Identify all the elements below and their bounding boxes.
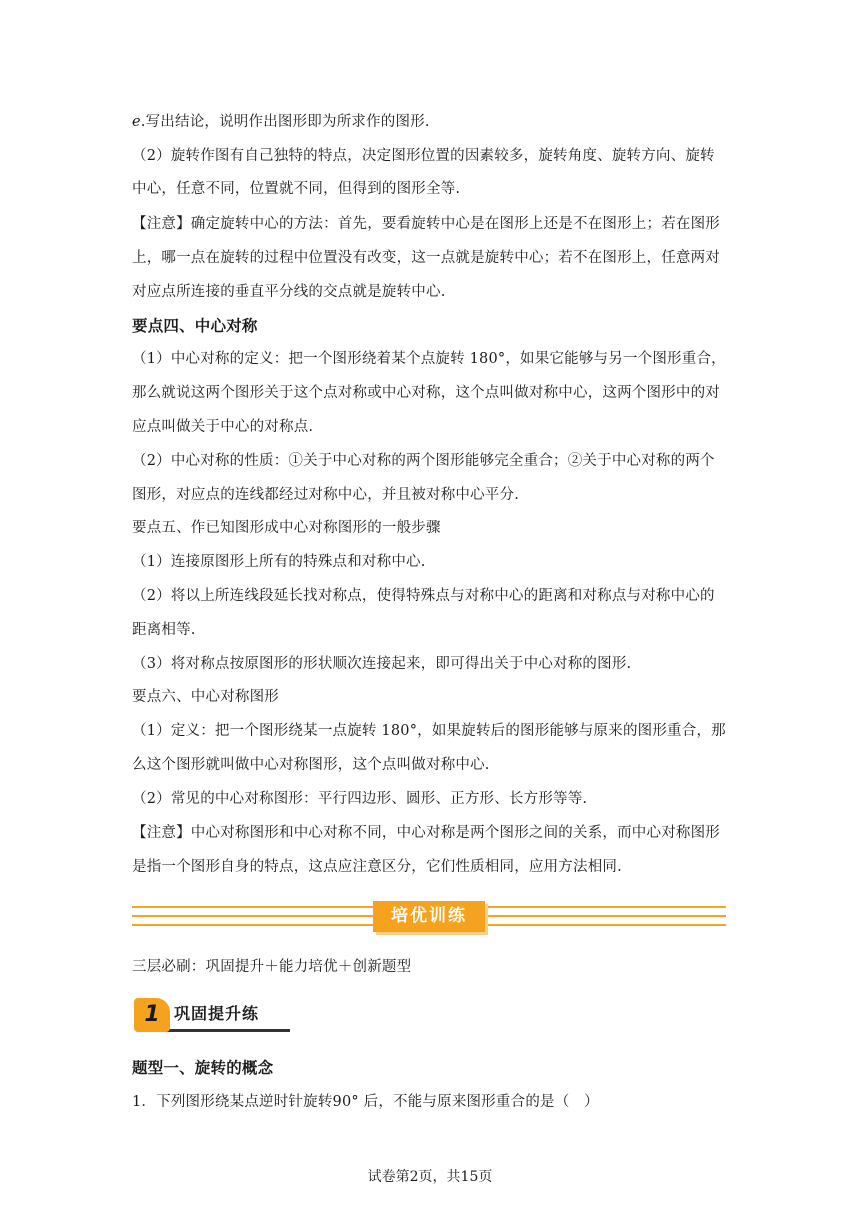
note-line: 【注意】确定旋转中心的方法：首先，要看旋转中心是在图形上还是不在图形上；若在图形 bbox=[132, 216, 720, 232]
note-line: 【注意】中心对称图形和中心对称不同，中心对称是两个图形之间的关系，而中心对称图形 bbox=[132, 825, 720, 841]
heading-point-four: 要点四、中心对称 bbox=[132, 317, 258, 335]
training-banner bbox=[132, 898, 726, 934]
text-line: 距离相等. bbox=[132, 622, 196, 638]
list-marker: e bbox=[132, 114, 141, 130]
text-line: （1）连接原图形上所有的特殊点和对称中心. bbox=[132, 554, 426, 570]
text-line: 对应点所连接的垂直平分线的交点就是旋转中心. bbox=[132, 284, 446, 300]
text-line: 上，哪一点在旋转的过程中位置没有改变，这一点就是旋转中心；若不在图形上，任意两对 bbox=[132, 250, 720, 266]
section-number: 1 bbox=[134, 998, 170, 1032]
heading-point-five: 要点五、作已知图形成中心对称图形的一般步骤 bbox=[132, 520, 441, 536]
text-line: （2）将以上所连线段延长找对称点，使得特殊点与对称中心的距离和对称点与对称中心的 bbox=[132, 588, 715, 604]
text-line: （1）定义：把一个图形绕某一点旋转 180°，如果旋转后的图形能够与原来的图形重合，那 bbox=[132, 723, 726, 739]
text-line: 是指一个图形自身的特点，这点应注意区分，它们性质相同，应用方法相同. bbox=[132, 859, 622, 875]
page-footer: 试卷第2页，共15页 bbox=[367, 1169, 493, 1185]
question-text: 1．下列图形绕某点逆时针旋转90° 后，不能与原来图形重合的是（ ） bbox=[132, 1094, 599, 1110]
text-line: （3）将对称点按原图形的形状顺次连接起来，即可得出关于中心对称的图形. bbox=[132, 656, 632, 672]
text-line: 应点叫做关于中心的对称点. bbox=[132, 419, 314, 435]
text-line: 中心，任意不同，位置就不同，但得到的图形全等. bbox=[132, 181, 461, 197]
text-line bbox=[132, 112, 732, 132]
text-line: 么这个图形就叫做中心对称图形，这个点叫做对称中心. bbox=[132, 757, 490, 773]
line-text: .写出结论，说明作出图形即为所求作的图形. bbox=[140, 114, 430, 130]
topic-heading: 题型一、旋转的概念 bbox=[132, 1059, 274, 1077]
banner-title: 培优训练 bbox=[373, 901, 485, 932]
text-line: （2）常见的中心对称图形：平行四边形、圆形、正方形、长方形等等. bbox=[132, 791, 588, 807]
text-line: （1）中心对称的定义：把一个图形绕着某个点旋转 180°，如果它能够与另一个图形重合， bbox=[132, 351, 726, 367]
section-badge bbox=[134, 998, 292, 1032]
text-line: （2）中心对称的性质：①关于中心对称的两个图形能够完全重合；②关于中心对称的两个 bbox=[132, 453, 715, 469]
text-line: （2）旋转作图有自己独特的特点，决定图形位置的因素较多，旋转角度、旋转方向、旋转 bbox=[132, 148, 715, 164]
text-line: 图形，对应点的连线都经过对称中心，并且被对称中心平分. bbox=[132, 487, 520, 503]
intro-text: 三层必刷：巩固提升＋能力培优＋创新题型 bbox=[132, 959, 412, 975]
section-label: 巩固提升练 bbox=[174, 1004, 260, 1023]
text-line: 那么就说这两个图形关于这个点对称或中心对称，这个点叫做对称中心，这两个图形中的对 bbox=[132, 385, 720, 401]
heading-point-six: 要点六、中心对称图形 bbox=[132, 689, 279, 705]
